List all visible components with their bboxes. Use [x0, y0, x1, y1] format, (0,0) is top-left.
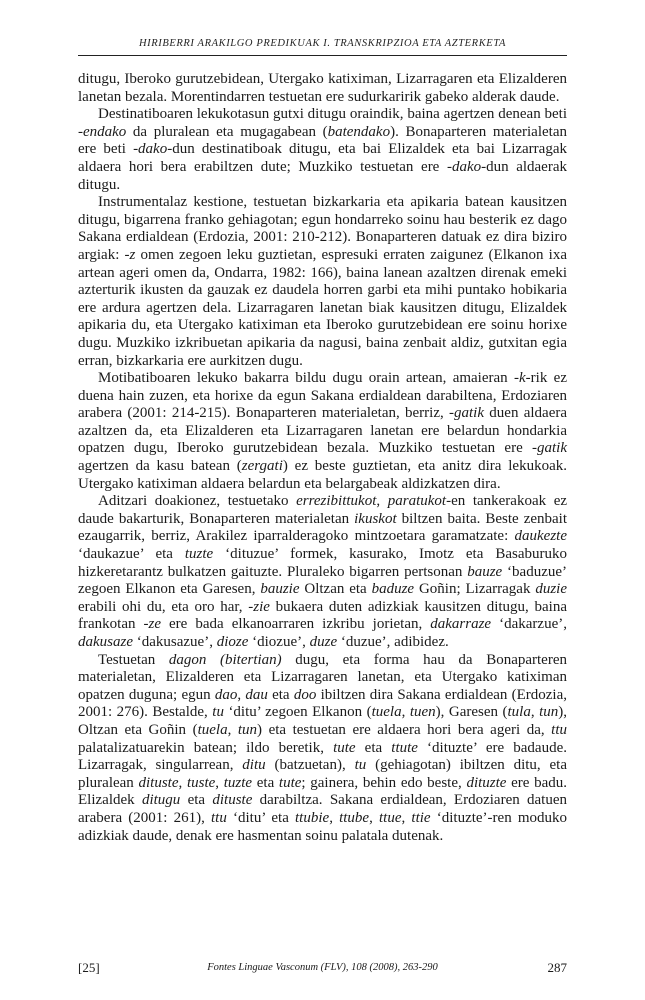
text-run: duen aldaera azaltzen da, eta Elizalderen eta Lizarragaren lanetan ere belardun hondarkia opatzen dugu, Iberoko gurutzebidean bezala. Muzkiko testuetan ere — [78, 405, 567, 457]
paragraph — [78, 493, 567, 651]
footer-page-tag: [25] — [78, 960, 100, 975]
text-run: ‘baduzue’ zegoen Elkanon eta Garesen, — [78, 563, 568, 598]
italic-term: dao — [214, 686, 238, 703]
italic-term: -k — [514, 370, 526, 387]
italic-term: tuzte — [184, 546, 214, 563]
paragraph — [78, 106, 567, 194]
text-run: ‘diozue’, — [248, 634, 310, 650]
text-run: omen zegoen leku guztietan, espresuki erraten zaigunez (Elkanon ixa artean ageri omen da, Ondarra, 1982: 166), baina lanean azaltzen direnak emeki azterturik ikusten da gauzak ez daudela horren garbi eta mihi puntako hobikaria ere ardura agertzen dela. Lizarragaren lanetan biak kausitzen ditugu, Elizaldek apikaria du, eta Utergako katiximan eta Iberoko gurutzebidean ere soinu horixe dugu. Muzkiko izkribuetan apikaria da nagusi, baina zenbait aldiz, gutxitan egia erran, bizkarkaria ere aurkitzen dugu. — [78, 246, 567, 369]
text-run: ) eta testuetan ere aldaera hori bera ageri da, — [257, 721, 552, 738]
text-run: eta — [180, 792, 213, 809]
text-run: ‘dituzue’ formek, kasurako, Imotz eta Basaburuko hizkeretarantz bulkatzen gaituzte. Pluraleko bigarren pertsonan — [78, 546, 567, 580]
text-run: , — [376, 493, 388, 510]
text-run: ere bada elkanoarraren izkribu jorietan, — [161, 616, 431, 633]
text-run: -rik ez duena hain zuzen, eta horixe da egun Sakana erdialdean darabiltena, Erdoziaren arabera (2001: 214-215). Bonaparteren materialetan, berriz, — [78, 370, 567, 422]
text-run: , — [329, 809, 340, 826]
italic-term: duzie — [535, 581, 567, 598]
italic-term: dakusaze — [78, 634, 133, 650]
text-run: Motibatiboaren lekuko bakarra bildu dugu orain artean, amaieran — [98, 370, 515, 387]
footer-journal-citation: Fontes Linguae Vasconum (FLV), 108 (2008), 263-290 — [207, 962, 438, 973]
italic-term: -gatik — [449, 405, 485, 422]
italic-term: ttue — [379, 809, 402, 826]
italic-term: tu — [212, 704, 224, 721]
text-run: Instrumentalaz kestione, testuetan bizkarkaria eta apikaria batean kausitzen ditugu, bigarrena franko gehiagotan; egun hondarreko soinu hau besterik ez dago Sakana erdialdean (Erdozia, 2001: 210-212). Bonaparteren datuak ez dira biziro argiak: — [78, 194, 567, 263]
text-run: agertzen da kasu batean ( — [78, 458, 242, 475]
text-run: Oltzan eta — [299, 581, 372, 598]
text-run: da pluralean eta mugagabean ( — [126, 123, 328, 140]
italic-term: -ze — [143, 616, 161, 633]
italic-term: bauzie — [260, 581, 300, 598]
italic-term: ttute — [391, 739, 418, 756]
text-run: , — [401, 809, 412, 826]
text-run: erabili ohi du, eta oro har, — [78, 598, 249, 615]
italic-term: dituzte — [466, 774, 507, 791]
italic-term: dau — [245, 686, 268, 703]
text-run: ) ez beste guztietan, eta anitz dira lekukoak. Utergako katiximan aldaera belardun eta belargabeak aldizkatzen dira. — [78, 458, 567, 492]
italic-term: ditugu — [141, 792, 181, 809]
text-run: Aditzari doakionez, testuetako — [98, 493, 297, 510]
text-run: darabiltza. Sakana erdialdean, Erdoziaren datuen arabera (2001: 261), — [78, 792, 568, 826]
italic-term: dioze — [216, 634, 249, 650]
text-run: -dun aldaerak ditugu. — [78, 158, 567, 193]
italic-term: tuela — [197, 721, 228, 738]
text-run: ‘duzue’, adibidez. — [337, 634, 449, 650]
text-run: Goñin; Lizarragak — [414, 581, 536, 598]
text-run: ), Oltzan eta Goñin ( — [78, 704, 568, 738]
text-run: (gehiagotan) ibiltzen ditu, eta pluralean — [78, 757, 567, 791]
text-run: ‘daukazue’ eta — [78, 546, 185, 563]
text-run: eta — [355, 739, 392, 756]
page-number: 287 — [547, 960, 567, 975]
text-run: dugu, eta forma hau da Bonaparteren materialetan, Elizalderen eta Lizarragaren lanetan, eta Utergako katiximan opatzen duguna; egun — [78, 651, 567, 703]
italic-term: ttu — [211, 809, 227, 826]
text-run: , — [237, 686, 246, 703]
italic-term: dituste — [212, 792, 253, 809]
italic-term: tuzte — [223, 774, 253, 791]
text-run: ‘ditu’ eta — [226, 809, 296, 826]
text-run: ‘dituzte’-ren moduko adizkiak daude, denak ere hasmentan soinu palatala dutenak. — [78, 809, 568, 844]
text-run: ; gainera, behin edo beste, — [301, 774, 467, 791]
text-run: (batzuetan), — [265, 757, 355, 774]
italic-term: dagon (bitertian) — [168, 651, 282, 668]
italic-term: -zie — [248, 598, 270, 615]
text-run: , — [227, 721, 238, 738]
text-run: ), Garesen ( — [435, 704, 508, 721]
paragraph — [78, 71, 567, 106]
body-text — [78, 71, 567, 845]
italic-term: ttie — [411, 809, 431, 826]
page-footer — [78, 960, 567, 980]
italic-term: tun — [539, 704, 559, 721]
paragraph — [78, 194, 567, 370]
text-run: -en tankerakoak ez daude bakarturik, Bonaparteren materialetan — [78, 493, 568, 527]
text-run: palatalizatuarekin batean; ildo beretik, — [78, 739, 334, 756]
text-run: , — [369, 809, 379, 826]
italic-term: tute — [333, 739, 356, 756]
italic-term: ikuskot — [354, 510, 397, 527]
text-run: bukaera duten adizkiak kausitzen ditugu, baina frankotan — [78, 598, 567, 633]
italic-term: tute — [278, 774, 302, 791]
text-run: ditugu, Iberoko gurutzebidean, Utergako katiximan, Lizarragaren eta Elizalderen lanetan bezala. Morentindarren testuetan ere sudurkaririk gabeko alderak daude. — [78, 71, 567, 105]
text-run: ‘dakarzue’, — [491, 616, 567, 633]
header-rule — [78, 55, 567, 56]
italic-term: paratukot — [387, 493, 447, 510]
text-run: biltzen baita. Beste zenbait ezaugarrik, berriz, Arakilez iparralderagoko mintzoetara garamatzate: — [78, 510, 567, 545]
italic-term: bauze — [467, 563, 503, 580]
italic-term: -endako — [78, 123, 127, 140]
italic-term: tuen — [409, 704, 436, 721]
italic-term: ttubie — [295, 809, 330, 826]
italic-term: -dako — [133, 141, 168, 158]
text-run: , — [530, 704, 540, 721]
text-run: Destinatiboaren lekukotasun gutxi ditugu oraindik, baina agertzen denean beti — [98, 106, 567, 123]
text-run: , — [215, 774, 224, 791]
italic-term: tu — [354, 757, 367, 774]
paragraph — [78, 652, 567, 846]
italic-term: tuste — [186, 774, 216, 791]
text-run: eta — [252, 774, 279, 791]
italic-term: -z — [124, 246, 136, 263]
italic-term: ttu — [551, 721, 567, 738]
italic-term: tula — [507, 704, 531, 721]
text-run: , — [401, 704, 410, 721]
text-run: ‘ditu’ zegoen Elkanon ( — [223, 704, 372, 721]
text-run: Testuetan — [98, 651, 169, 668]
italic-term: ditu — [242, 757, 266, 774]
italic-term: baduze — [371, 581, 415, 598]
text-run: ‘dakusazue’, — [133, 634, 217, 650]
text-run: eta — [267, 686, 294, 703]
italic-term: errezibittukot — [296, 493, 377, 510]
italic-term: tuela — [371, 704, 402, 721]
text-run: ‘dituzte’ ere badaude. Lizarragak, singularrean, — [78, 739, 567, 774]
italic-term: -dako — [446, 158, 482, 175]
italic-term: dakarraze — [430, 616, 492, 633]
text-run: ibiltzen dira Sakana erdialdean (Erdozia, 2001: 276). Bestalde, — [78, 686, 568, 721]
text-run: ere badu. Elizaldek — [78, 774, 568, 809]
italic-term: zergati — [241, 458, 283, 475]
italic-term: batendako — [327, 123, 391, 140]
text-run: -dun destinatiboak ditugu, eta bai Elizaldek eta bai Lizarragak aldaera hori bera erabiltzen dute; Muzkiko testuetan ere — [78, 141, 567, 175]
italic-term: -gatik — [532, 440, 567, 457]
italic-term: duze — [309, 634, 338, 650]
italic-term: doo — [293, 686, 317, 703]
italic-term: ttube — [339, 809, 370, 826]
running-header: HIRIBERRI ARAKILGO PREDIKUAK I. TRANSKRIPZIOA ETA AZTERKETA — [138, 38, 506, 49]
paragraph — [78, 370, 567, 493]
italic-term: tun — [237, 721, 258, 738]
text-run: ). Bonaparteren materialetan ere beti — [78, 123, 567, 158]
italic-term: dituste — [138, 774, 179, 791]
italic-term: daukezte — [514, 528, 567, 545]
text-run: , — [178, 774, 187, 791]
